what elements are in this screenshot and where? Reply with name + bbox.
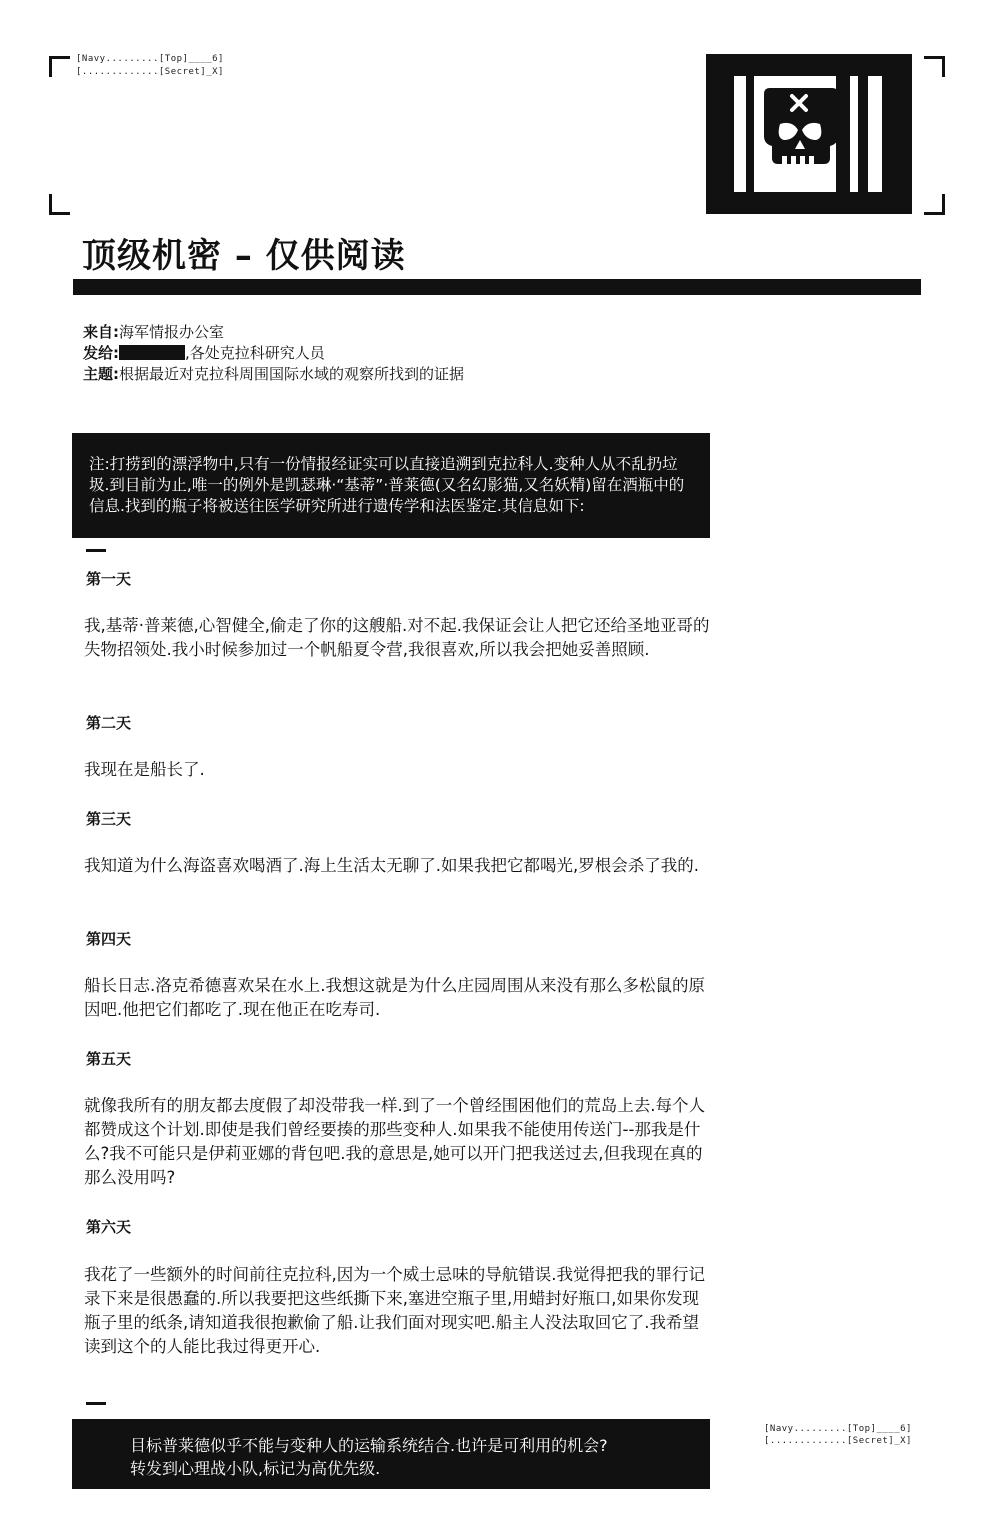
corner-bracket-top-right [924,56,945,77]
classification-stamp-header-bottom: [.............[Secret]_X] [76,67,224,77]
classification-stamp-footer-bottom: [.............[Secret]_X] [764,1436,912,1446]
section-divider-top [86,549,106,552]
analyst-note: 注:打捞到的漂浮物中,只有一份情报经证实可以直接追溯到克拉科人.变种人从不乱扔垃圾.到目前为止,唯一的例外是凯瑟琳·“基蒂”·普莱德(又名幻影猫,又名妖精)留在酒瓶中的信息.找到的瓶子将被送往医学研究所进行遗传学和法医鉴定.其信息如下: [72,433,710,538]
corner-bracket-top-left [49,56,70,77]
corner-bracket-bottom-right [924,194,945,215]
memo-to-label: 发给: [83,344,119,362]
forwarding-note-line-1: 目标普莱德似乎不能与变种人的运输系统结合.也许是可利用的机会? [130,1436,608,1455]
memo-from-value: 海军情报办公室 [119,323,225,341]
memo-header [83,322,464,385]
memo-to-row [83,343,464,364]
forwarding-note [72,1419,710,1489]
entry-day-text: 就像我所有的朋友都去度假了却没带我一样.到了一个曾经围困他们的荒岛上去.每个人都赞成这个计划.即使是我们曾经要揍的那些变种人.如果我不能使用传送门--那我是什么?我不可能只是伊莉亚娜的背包吧.我的意思是,她可以开门把我送过去,但我现在真的那么没用吗? [84,1096,705,1187]
entry-day-text: 我,基蒂·普莱德,心智健全,偷走了你的这艘船.对不起.我保证会让人把它还给圣地亚哥的失物招领处.我小时候参加过一个帆船夏令营,我很喜欢,所以我会把她妥善照顾. [84,616,710,659]
memo-from-row [83,322,464,343]
entry-day-heading: 第六天 [86,1218,132,1236]
memo-subject-label: 主题: [83,365,119,383]
title-rule [73,279,921,295]
entry-day-text: 我知道为什么海盗喜欢喝酒了.海上生活太无聊了.如果我把它都喝光,罗根会杀了我的. [84,856,699,875]
forwarding-note-line-2: 转发到心理战小队,标记为高优先级. [130,1459,381,1478]
entry-day-text: 船长日志.洛克希德喜欢呆在水上.我想这就是为什么庄园周围从来没有那么多松鼠的原因吧.他把它们都吃了.现在他正在吃寿司. [84,976,705,1019]
entry-day-text: 我花了一些额外的时间前往克拉科,因为一个威士忌味的导航错误.我觉得把我的罪行记录下来是很愚蠢的.所以我要把这些纸撕下来,塞进空瓶子里,用蜡封好瓶口,如果你发现瓶子里的纸条,请知道我很抱歉偷了船.让我们面对现实吧.船主人没法取回它了.我希望读到这个的人能比我过得更开心. [84,1265,705,1356]
entry-day-heading: 第三天 [86,810,132,828]
entry-day-heading: 第二天 [86,714,132,732]
redaction-bar [119,345,185,360]
skull-emblem-icon [706,54,912,214]
entry-day-heading: 第四天 [86,930,132,948]
corner-bracket-bottom-left [49,194,70,215]
section-divider-bottom [86,1402,106,1405]
memo-subject-value: 根据最近对克拉科周围国际水域的观察所找到的证据 [119,365,465,383]
entry-day-heading: 第一天 [86,570,132,588]
classification-stamp-footer-top: [Navy.........[Top]____6] [764,1424,912,1434]
memo-to-value: ,各处克拉科研究人员 [185,344,325,362]
entry-day-text: 我现在是船长了. [84,760,205,779]
document-title: 顶级机密 – 仅供阅读 [82,236,406,276]
memo-subject-row [83,364,464,385]
classification-stamp-header-top: [Navy.........[Top]____6] [76,54,224,64]
memo-from-label: 来自: [83,323,119,341]
entry-day-heading: 第五天 [86,1050,132,1068]
